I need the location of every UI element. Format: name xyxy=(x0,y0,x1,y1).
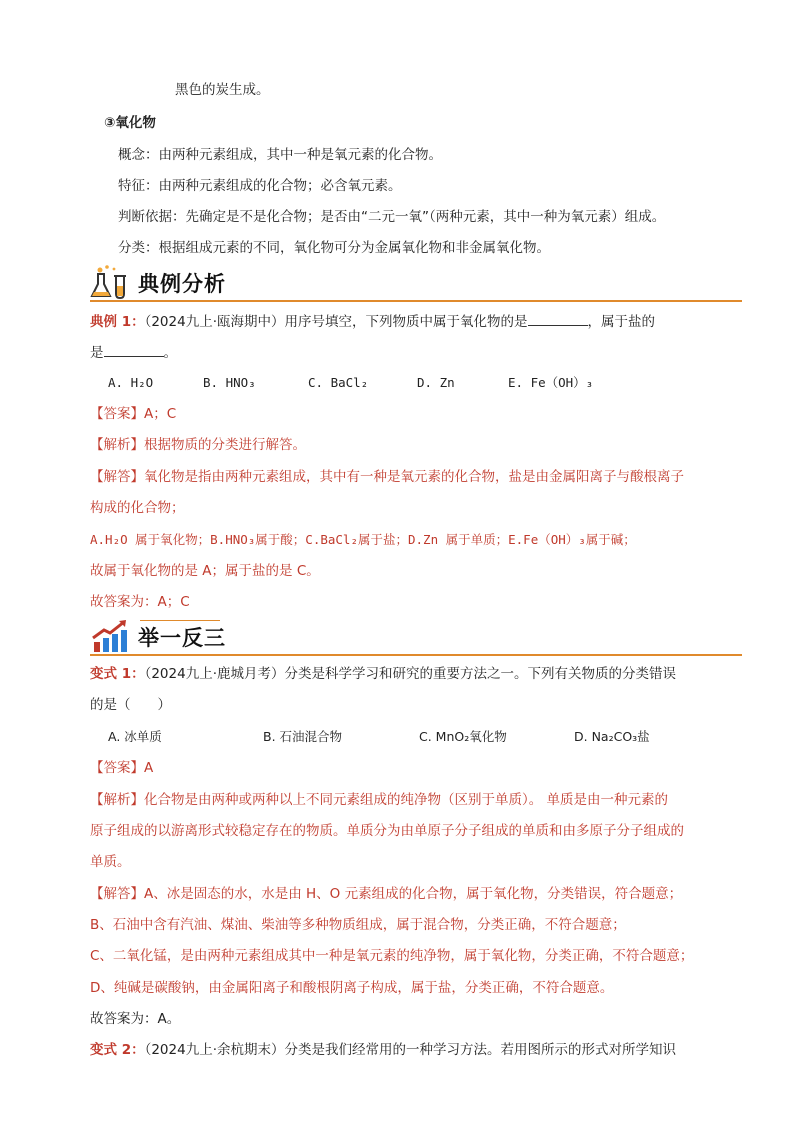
answer-label: 【答案】 xyxy=(90,760,144,776)
example1-text: （2024九上·瓯海期中）用序号填空，下列物质中属于氧化物的是 xyxy=(144,314,528,330)
answer-value: A xyxy=(144,760,154,776)
variant1-label: 变式 1： xyxy=(90,666,145,682)
example1-solution-1 xyxy=(90,467,684,487)
analysis-label: 【解析】 xyxy=(90,437,144,453)
section-title: 举一反三 xyxy=(138,626,226,650)
variant2-text: （2024九上·余杭期末）分类是我们经常用的一种学习方法。若用图所示的形式对所学知识 xyxy=(144,1042,676,1058)
section-divider xyxy=(90,654,742,656)
flask-icon xyxy=(90,264,132,300)
variant1-solution-a xyxy=(90,884,682,904)
analysis-text: 根据物质的分类进行解答。 xyxy=(144,437,306,453)
growth-chart-icon xyxy=(90,618,132,654)
oxide-heading: ③氧化物 xyxy=(104,115,156,131)
answer-value: A；C xyxy=(144,406,177,422)
oxide-classify: 分类：根据组成元素的不同，氧化物可分为金属氧化物和非金属氧化物。 xyxy=(118,240,550,256)
example1-solution-2: 构成的化合物； xyxy=(90,500,185,516)
analysis-text: 化合物是由两种或两种以上不同元素组成的纯净物（区别于单质）。 单质是由一种元素的 xyxy=(144,792,669,808)
variant1-question xyxy=(90,664,676,684)
example1-option-e: E. Fe（OH）₃ xyxy=(508,375,594,390)
section-divider xyxy=(90,300,742,302)
example1-answer xyxy=(90,404,176,424)
example1-option-a: A. H₂O xyxy=(108,375,154,390)
solution-text: 氧化物是指由两种元素组成，其中有一种是氧元素的化合物，盐是由金属阳离子与酸根离子 xyxy=(144,469,684,485)
example1-line2-prefix: 是 xyxy=(90,345,104,361)
analysis-label: 【解析】 xyxy=(90,792,144,808)
variant1-option-d: D. Na₂CO₃盐 xyxy=(574,729,650,744)
answer-blank-1 xyxy=(528,311,588,326)
variant1-answer xyxy=(90,758,153,778)
variant1-option-a: A. 冰单质 xyxy=(108,729,162,744)
variant1-question-line2: 的是（ ） xyxy=(90,697,171,713)
section-example-analysis xyxy=(90,266,742,302)
solution-text: A、冰是固态的水，水是由 H、O 元素组成的化合物，属于氧化物，分类错误，符合题意； xyxy=(144,886,683,902)
example1-end: 。 xyxy=(163,345,177,361)
variant1-option-c: C. MnO₂氧化物 xyxy=(419,729,507,744)
title-overline xyxy=(140,620,220,621)
carbon-line: 黑色的炭生成。 xyxy=(175,82,270,98)
example1-option-c: C. BaCl₂ xyxy=(308,375,369,390)
variant1-solution-b: B、石油中含有汽油、煤油、柴油等多种物质组成，属于混合物，分类正确，不符合题意； xyxy=(90,917,626,933)
example1-mid: ，属于盐的 xyxy=(587,314,655,330)
example1-analysis xyxy=(90,435,306,455)
oxide-judge: 判断依据：先确定是不是化合物；是否由“二元一氧”（两种元素，其中一种为氧元素）组成。 xyxy=(118,209,666,225)
variant1-solution-c: C、二氧化锰，是由两种元素组成其中一种是氧元素的纯净物，属于氧化物，分类正确，不符合题意； xyxy=(90,948,694,964)
example1-final: 故答案为：A；C xyxy=(90,594,190,610)
example1-label: 典例 1： xyxy=(90,314,145,330)
variant1-analysis-1 xyxy=(90,790,668,810)
section-practice xyxy=(90,620,742,656)
variant1-analysis-2: 原子组成的以游离形式较稳定存在的物质。单质分为由单原子分子组成的单质和由多原子分子组成的 xyxy=(90,823,684,839)
example1-option-d: D. Zn xyxy=(417,375,455,390)
variant1-solution-d: D、纯碱是碳酸钠，由金属阳离子和酸根阴离子构成，属于盐，分类正确，不符合题意。 xyxy=(90,980,614,996)
variant2-label: 变式 2： xyxy=(90,1042,145,1058)
oxide-feature: 特征：由两种元素组成的化合物；必含氧元素。 xyxy=(118,178,402,194)
variant1-option-b: B. 石油混合物 xyxy=(263,729,343,744)
variant1-text: （2024九上·鹿城月考）分类是科学学习和研究的重要方法之一。下列有关物质的分类错误 xyxy=(144,666,676,682)
solution-label: 【解答】 xyxy=(90,886,144,902)
variant1-analysis-3: 单质。 xyxy=(90,854,131,870)
variant2-question xyxy=(90,1040,676,1060)
example1-question-line2 xyxy=(90,342,177,363)
section-title: 典例分析 xyxy=(138,272,226,296)
answer-blank-2 xyxy=(104,342,164,357)
variant1-final: 故答案为：A。 xyxy=(90,1011,181,1027)
example1-question xyxy=(90,311,655,332)
solution-label: 【解答】 xyxy=(90,469,144,485)
answer-label: 【答案】 xyxy=(90,406,144,422)
example1-option-b: B. HNO₃ xyxy=(203,375,256,390)
example1-solution-3: A.H₂O 属于氧化物；B.HNO₃属于酸；C.BaCl₂属于盐；D.Zn 属于单质；E.Fe（OH）₃属于碱； xyxy=(90,532,636,547)
example1-solution-4: 故属于氧化物的是 A；属于盐的是 C。 xyxy=(90,563,320,579)
oxide-concept: 概念：由两种元素组成，其中一种是氧元素的化合物。 xyxy=(118,147,442,163)
